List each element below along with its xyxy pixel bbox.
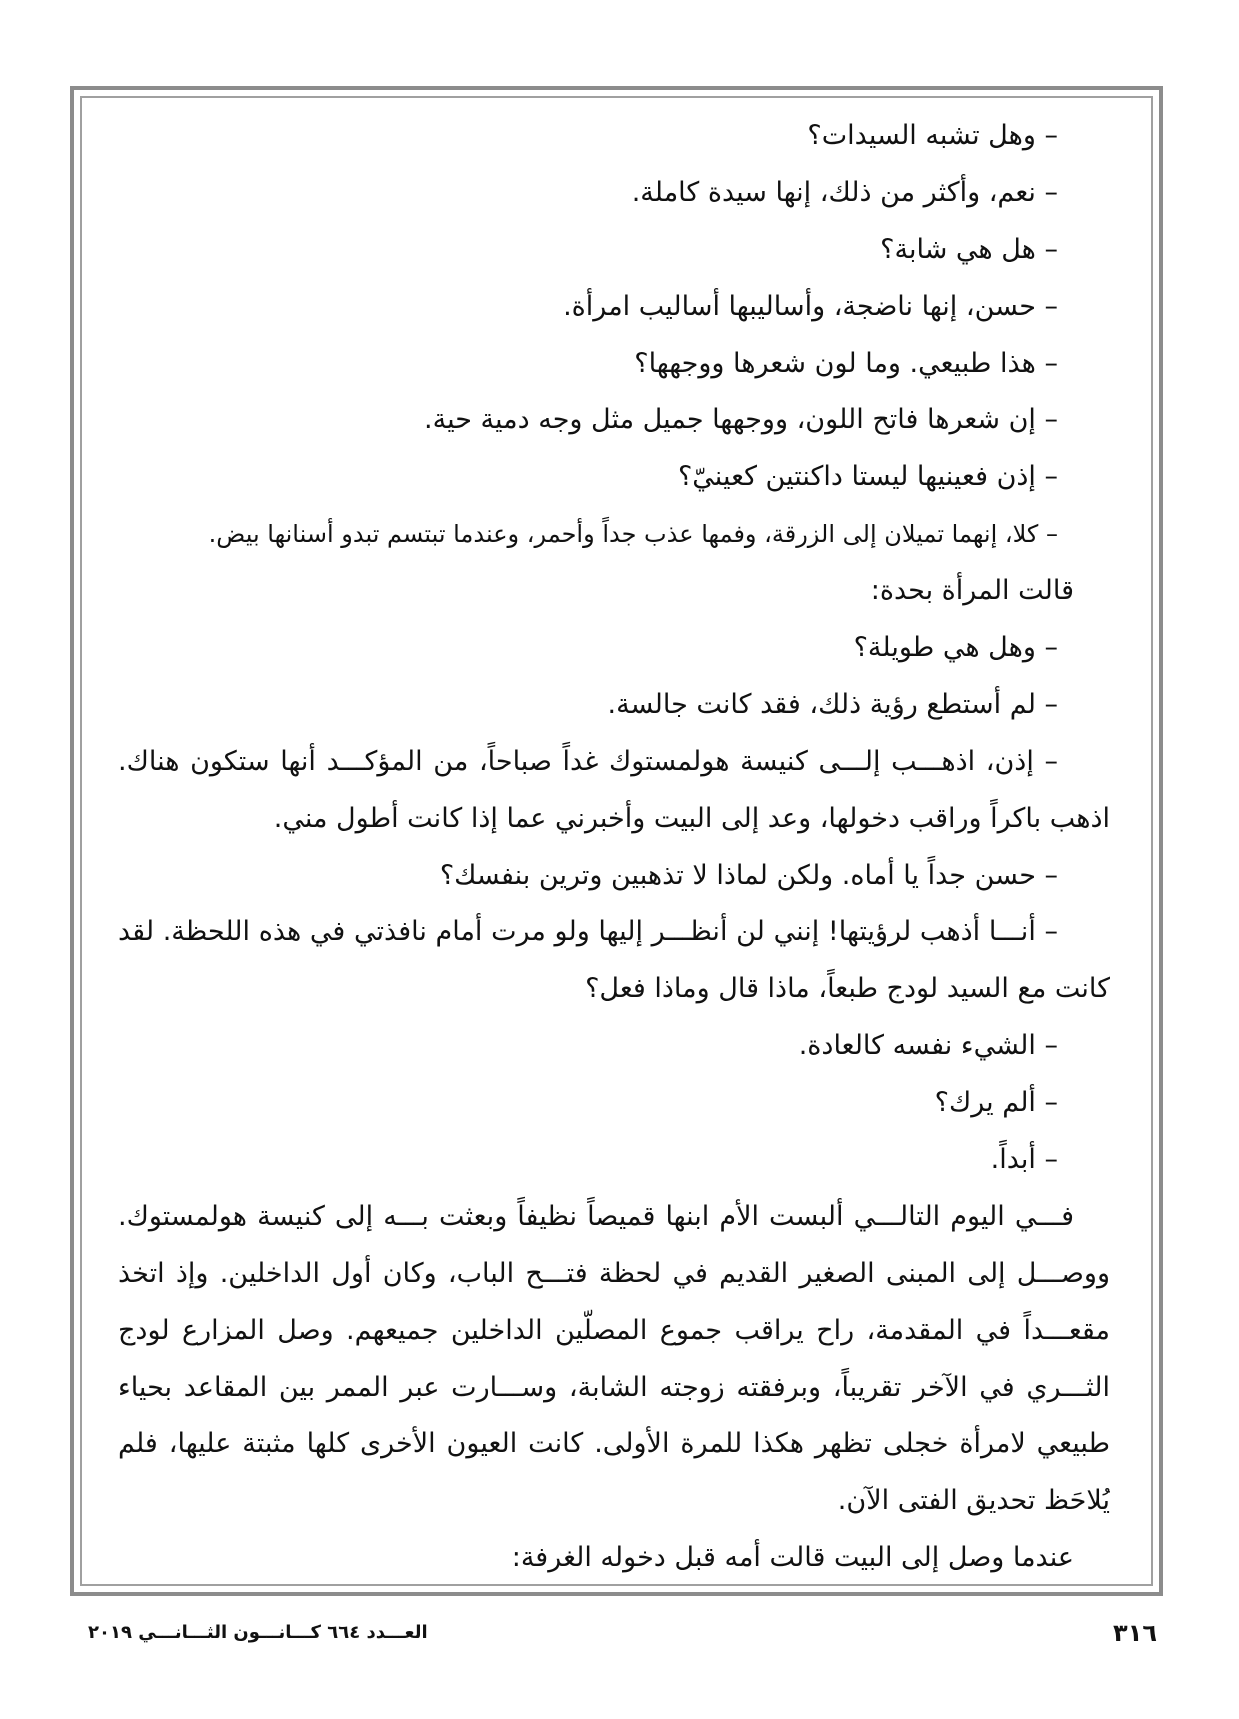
dialogue-line: – الشيء نفسه كالعادة. (798, 1030, 1058, 1062)
dialogue-line: اذهب باكراً وراقب دخولها، وعد إلى البيت وأخبرني عما إذا كانت أطول مني. (273, 802, 1110, 834)
narration-line: قالت المرأة بحدة: (870, 575, 1074, 607)
issue-label: العـــدد ٦٦٤ كـــانـــون الثـــانـــي ٢٠١٩ (88, 1622, 428, 1643)
dialogue-line: – حسن، إنها ناضجة، وأساليبها أساليب امرأة. (563, 290, 1058, 322)
dialogue-line: – لم أستطع رؤية ذلك، فقد كانت جالسة. (607, 688, 1058, 720)
dialogue-line: – وهل هي طويلة؟ (853, 632, 1058, 664)
dialogue-line: – وهل تشبه السيدات؟ (807, 120, 1058, 151)
paragraph-line: الثـــري في الآخر تقريباً، وبرفقته زوجته الشابة، وســـارت عبر الممر بين المقاعد بحياء (118, 1371, 1110, 1403)
dialogue-line: – حسن جداً يا أماه. ولكن لماذا لا تذهبين وترين بنفسك؟ (439, 859, 1058, 891)
dialogue-line: – أبداً. (990, 1144, 1058, 1176)
dialogue-line: – إن شعرها فاتح اللون، ووجهها جميل مثل وجه دمية حية. (424, 404, 1058, 436)
paragraph-line: ووصـــل إلى المبنى الصغير القديم في لحظة فتـــح الباب، وكان أول الداخلين. وإذ اتخذ (118, 1257, 1110, 1289)
paragraph-line: عندما وصل إلى البيت قالت أمه قبل دخوله الغرفة: (511, 1542, 1074, 1574)
dialogue-line: – هل هي شابة؟ (880, 233, 1058, 265)
page-number: ٣١٦ (1113, 1619, 1157, 1647)
paragraph-line: يُلاحَظ تحديق الفتى الآن. (837, 1485, 1110, 1517)
paragraph-line: طبيعي لامرأة خجلى تظهر هكذا للمرة الأولى. كانت العيون الأخرى كلها مثبتة عليها، فلم (118, 1428, 1110, 1460)
dialogue-line: – نعم، وأكثر من ذلك، إنها سيدة كاملة. (631, 176, 1058, 208)
paragraph-line: مقعـــداً في المقدمة، راح يراقب جموع المصلّين الداخلين جميعهم. وصل المزارع لودج (118, 1314, 1110, 1346)
dialogue-line: – كلا، إنهما تميلان إلى الزرقة، وفمها عذب جداً وأحمر، وعندما تبتسم تبدو أسنانها بيض. (208, 520, 1058, 549)
dialogue-line: – إذن فعينيها ليستا داكنتين كعينيّ؟ (677, 461, 1058, 493)
dialogue-line: – أنـــا أذهب لرؤيتها! إنني لن أنظـــر إليها ولو مرت أمام نافذتي في هذه اللحظة. لقد (118, 916, 1058, 948)
paragraph-line: فـــي اليوم التالـــي ألبست الأم ابنها قميصاً نظيفاً وبعثت بـــه إلى كنيسة هولمستوك. (118, 1200, 1074, 1232)
dialogue-line: – ألم يرك؟ (934, 1087, 1058, 1119)
story-text (118, 108, 1110, 1587)
dialogue-line: كانت مع السيد لودج طبعاً، ماذا قال وماذا فعل؟ (585, 973, 1110, 1005)
dialogue-line: – هذا طبيعي. وما لون شعرها ووجهها؟ (634, 347, 1058, 379)
dialogue-line: – إذن، اذهـــب إلـــى كنيسة هولمستوك غداً صباحاً، من المؤكـــد أنها ستكون هناك. (118, 745, 1058, 777)
